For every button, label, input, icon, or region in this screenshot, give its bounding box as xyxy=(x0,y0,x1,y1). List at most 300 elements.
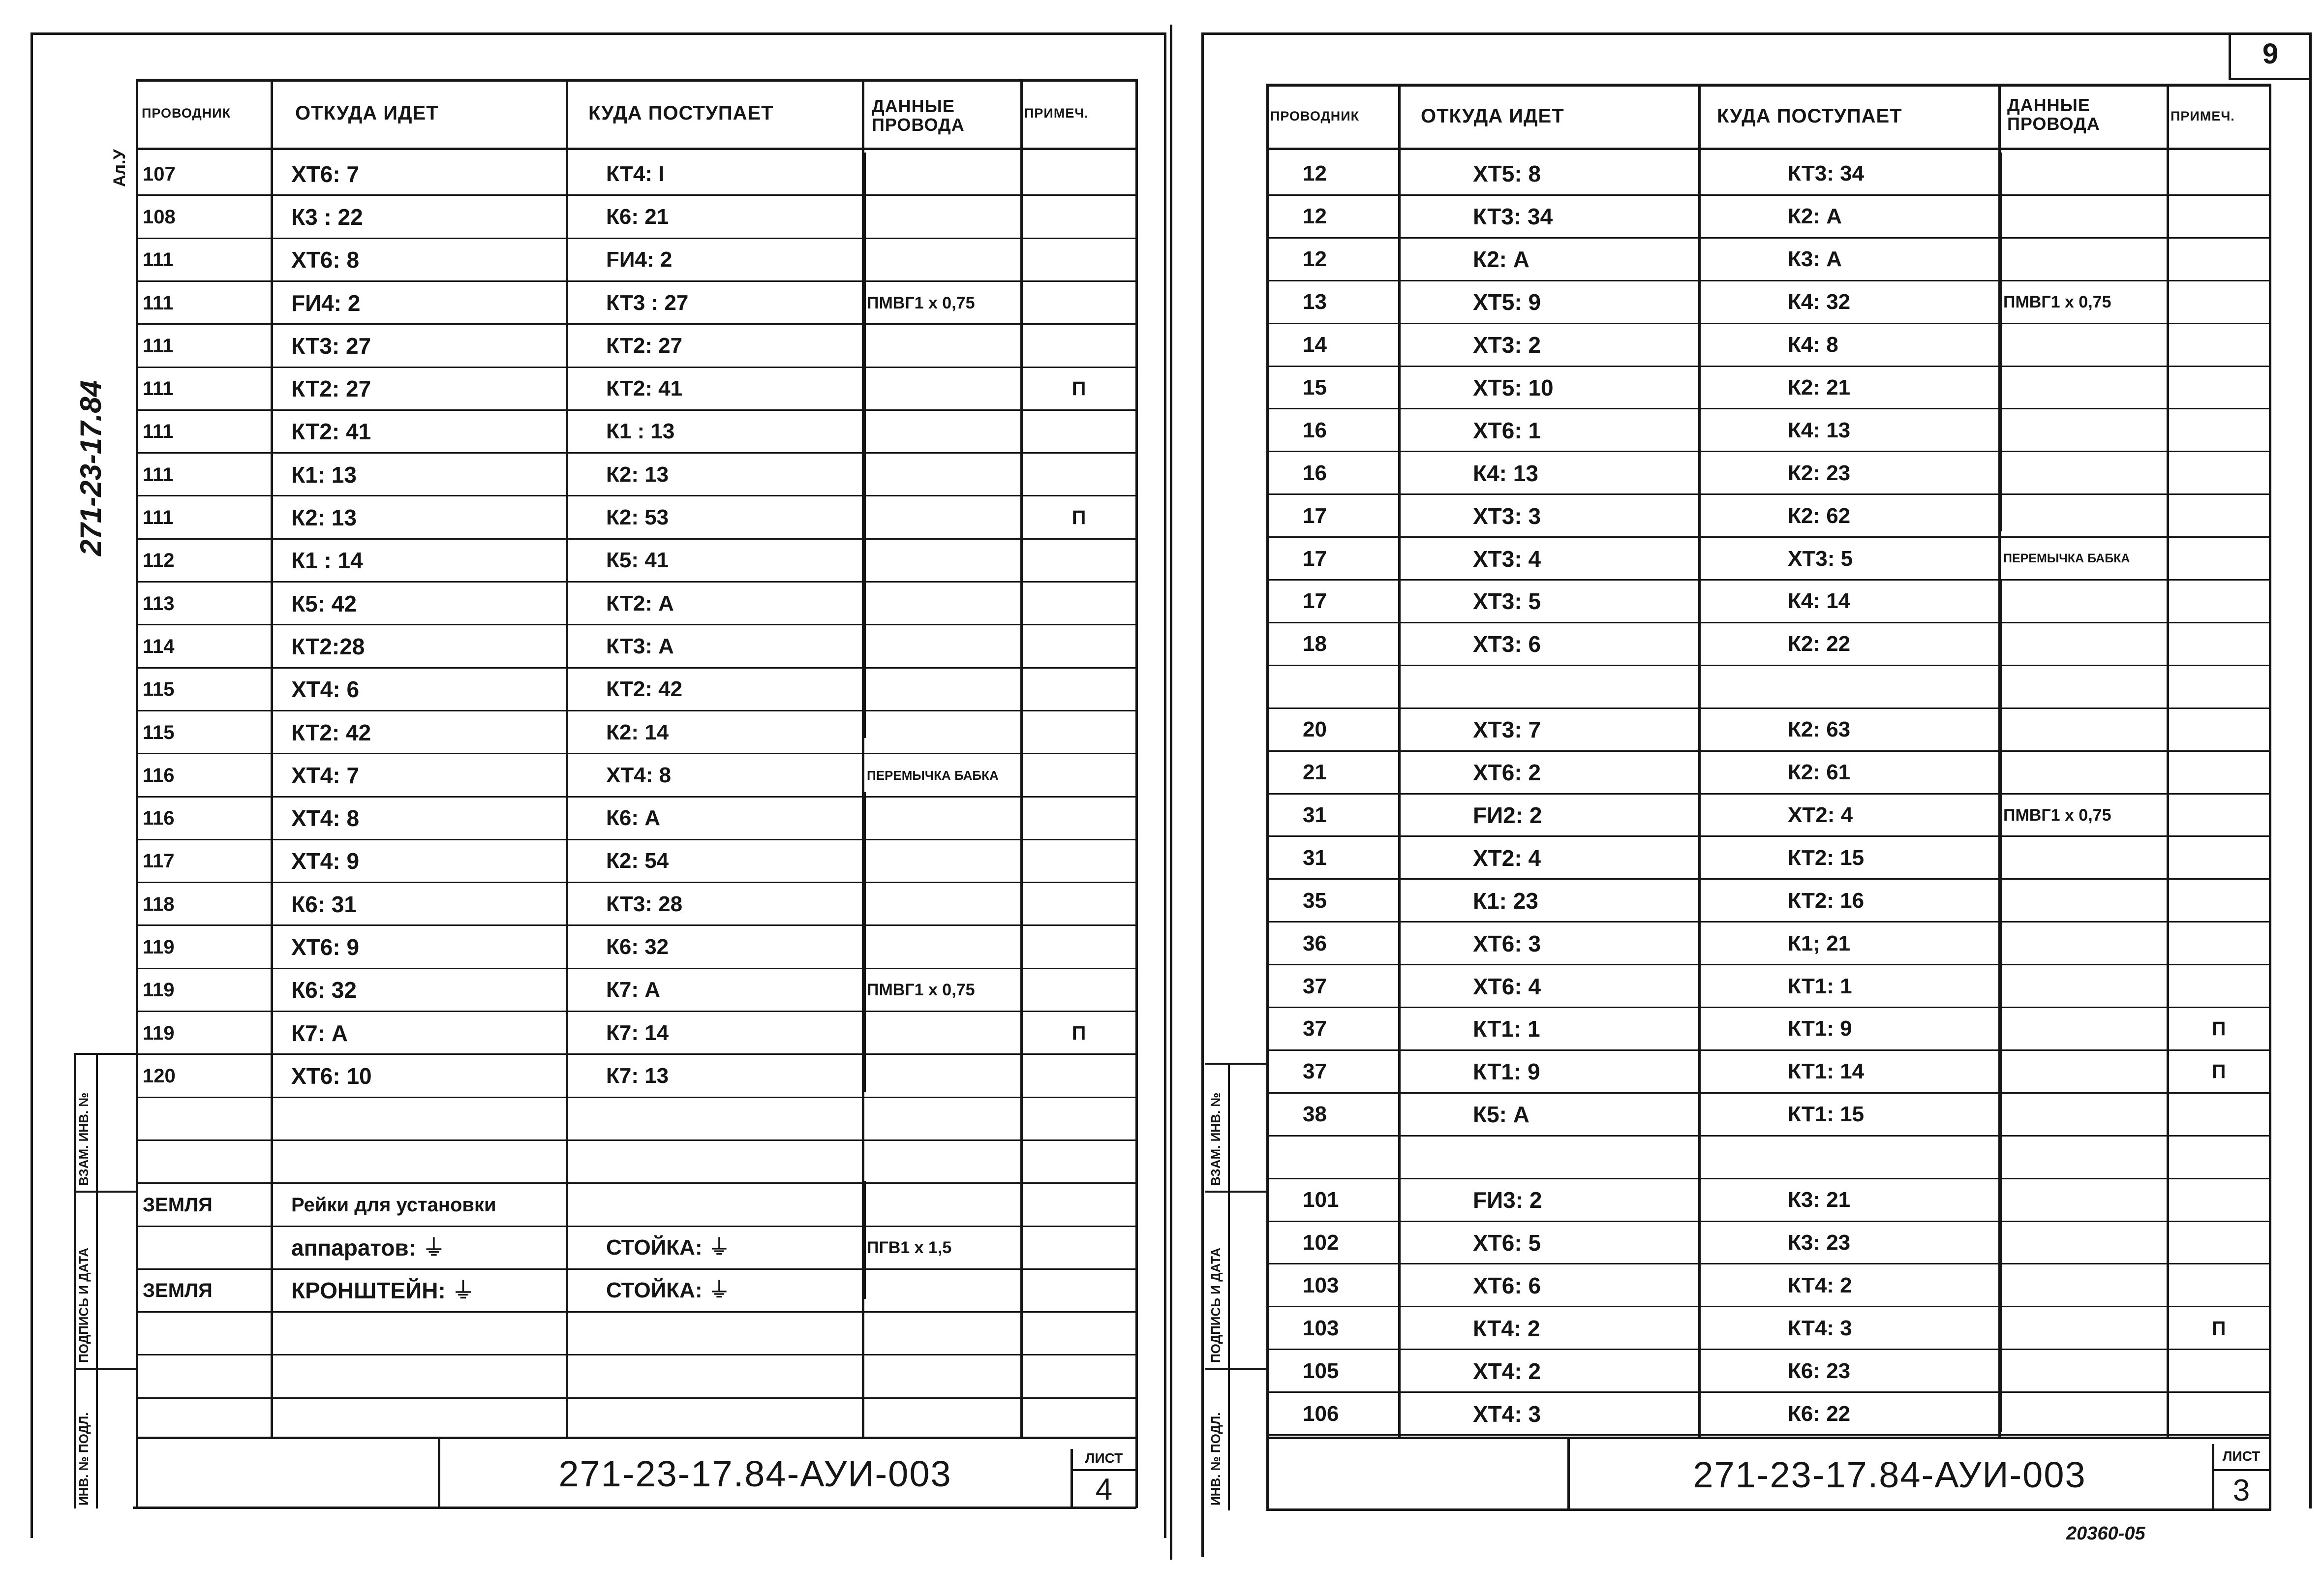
wire-data-cell: ПМВГ1 х 0,75 xyxy=(867,293,975,312)
left-header-wire-data: ДАННЫЕ ПРОВОДА xyxy=(872,96,965,135)
to-cell: FИ4: 2 xyxy=(606,247,673,272)
left-col-line-4 xyxy=(1020,79,1023,1437)
from-cell: К5: А xyxy=(1473,1102,1529,1128)
left-frame-top xyxy=(31,32,1166,35)
conductor-cell: 115 xyxy=(143,721,175,743)
note-cell xyxy=(1024,239,1133,281)
to-cell: СТОЙКА: ⏚ xyxy=(606,1235,730,1260)
right-brace-1 xyxy=(2000,153,2002,531)
from-cell: ХТ3: 7 xyxy=(1473,717,1541,743)
conductor-cell: 38 xyxy=(1303,1102,1327,1127)
conductor-cell: 20 xyxy=(1303,717,1327,742)
sheet-separator xyxy=(1170,25,1172,1560)
wire-data-cell xyxy=(2003,452,2165,494)
to-cell: К2: 14 xyxy=(606,720,669,744)
from-cell: ХТ4: 7 xyxy=(291,762,360,788)
note-cell: П xyxy=(1071,1022,1086,1044)
note-cell: П xyxy=(1071,507,1086,529)
right-brace-2 xyxy=(2000,581,2002,1432)
note-cell xyxy=(1024,625,1133,668)
wire-data-cell: ПЕРЕМЫЧКА БАБКА xyxy=(867,768,999,783)
note-cell: П xyxy=(2211,1018,2226,1040)
wire-data-cell xyxy=(2003,922,2165,965)
conductor-cell: 21 xyxy=(1303,760,1327,785)
note-cell: П xyxy=(2211,1317,2226,1339)
from-cell: ХТ6: 2 xyxy=(1473,760,1541,786)
note-cell: П xyxy=(1071,378,1086,400)
note-cell xyxy=(2171,238,2267,281)
from-cell xyxy=(291,1355,564,1398)
conductor-cell: 18 xyxy=(1303,632,1327,656)
conductor-cell xyxy=(143,1098,269,1140)
to-cell: К1; 21 xyxy=(1788,931,1851,955)
right-col-line-2 xyxy=(1698,84,1701,1437)
from-cell xyxy=(1473,666,1696,708)
note-cell xyxy=(1024,539,1133,582)
conductor-cell: 35 xyxy=(1303,888,1327,913)
left-col-line-5 xyxy=(1135,79,1138,1508)
right-col-line-1 xyxy=(1398,84,1401,1437)
conductor-cell: 102 xyxy=(1303,1230,1339,1255)
to-cell xyxy=(606,1355,860,1398)
to-cell: К7: 14 xyxy=(606,1020,669,1045)
from-cell: ХТ3: 3 xyxy=(1473,503,1541,529)
right-col-line-5 xyxy=(2269,84,2271,1510)
note-cell xyxy=(1024,1227,1133,1269)
to-cell: К7: А xyxy=(606,978,660,1002)
to-cell xyxy=(606,1140,860,1183)
right-page-box-left xyxy=(2229,32,2231,80)
to-cell: К3: 23 xyxy=(1788,1230,1851,1255)
wire-data-cell xyxy=(867,539,1018,582)
to-cell: КТ2: 41 xyxy=(606,376,683,401)
conductor-cell xyxy=(143,1355,269,1398)
right-frame-right xyxy=(2309,32,2312,1508)
from-cell: ХТ6: 4 xyxy=(1473,973,1541,999)
left-strip-field-2: ПОДПИСЬ И ДАТА xyxy=(76,1247,91,1363)
to-cell: К2: 23 xyxy=(1788,461,1851,485)
to-cell: К2: 13 xyxy=(606,462,669,487)
left-strip-top xyxy=(74,1053,138,1055)
conductor-cell: 106 xyxy=(1303,1401,1339,1426)
from-cell: ХТ4: 6 xyxy=(291,677,360,703)
wire-data-cell xyxy=(2003,153,2165,195)
wire-data-cell xyxy=(867,582,1018,625)
note-cell xyxy=(2171,879,2267,922)
wire-data-cell xyxy=(867,1012,1018,1054)
note-cell xyxy=(2171,367,2267,409)
wire-data-cell xyxy=(867,925,1018,968)
wire-data-cell xyxy=(2003,1093,2165,1136)
right-frame-bottom xyxy=(1266,1508,2271,1511)
wire-data-cell xyxy=(867,1355,1018,1398)
wire-data-cell xyxy=(2003,1264,2165,1307)
conductor-cell: 107 xyxy=(143,163,176,185)
conductor-cell xyxy=(143,1312,269,1355)
note-cell xyxy=(2171,153,2267,195)
to-cell: К2: 21 xyxy=(1788,375,1851,400)
from-cell: ХТ4: 8 xyxy=(291,805,360,831)
left-brace-2 xyxy=(864,792,866,1092)
to-cell: КТ2: 16 xyxy=(1788,888,1865,913)
conductor-cell: 12 xyxy=(1303,161,1327,186)
from-cell: ХТ6: 10 xyxy=(291,1063,372,1089)
to-cell: К6: 22 xyxy=(1788,1401,1851,1426)
wire-data-cell xyxy=(2003,238,2165,281)
to-cell: КТ2: 42 xyxy=(606,677,683,702)
to-cell: К6: 23 xyxy=(1788,1358,1851,1383)
note-cell xyxy=(1024,969,1133,1012)
to-cell: К2: 53 xyxy=(606,505,669,530)
note-cell xyxy=(1024,754,1133,797)
conductor-cell: ЗЕМЛЯ xyxy=(143,1280,213,1302)
wire-data-cell: ПМВГ1 х 0,75 xyxy=(2003,805,2111,825)
note-cell xyxy=(2171,794,2267,837)
wire-data-cell xyxy=(2003,1050,2165,1093)
left-corner-code: Ал.У xyxy=(110,149,129,187)
conductor-cell: 15 xyxy=(1303,375,1327,400)
left-strip-div-2 xyxy=(74,1368,138,1370)
wire-data-cell xyxy=(867,1183,1018,1226)
from-cell xyxy=(291,1098,564,1140)
right-strip-div-2 xyxy=(1205,1368,1269,1370)
right-strip-div-1 xyxy=(1205,1191,1269,1193)
to-cell: К3: А xyxy=(1788,247,1842,272)
left-table-top xyxy=(136,79,1137,82)
conductor-cell: 113 xyxy=(143,592,175,615)
wire-data-cell xyxy=(867,496,1018,539)
wire-data-cell xyxy=(867,410,1018,453)
from-cell: FИ2: 2 xyxy=(1473,802,1542,828)
from-cell: К2: 13 xyxy=(291,505,357,531)
to-cell: К4: 8 xyxy=(1788,333,1838,357)
from-cell: КТ1: 9 xyxy=(1473,1059,1540,1085)
right-title-rule xyxy=(1266,1437,2271,1439)
conductor-cell xyxy=(143,1227,269,1269)
note-cell xyxy=(2171,965,2267,1008)
to-cell: К4: 14 xyxy=(1788,589,1851,614)
conductor-cell: ЗЕМЛЯ xyxy=(143,1194,213,1216)
note-cell xyxy=(1024,883,1133,925)
note-cell xyxy=(1024,925,1133,968)
right-strip-field-2: ПОДПИСЬ И ДАТА xyxy=(1208,1247,1223,1363)
to-cell: К2: 62 xyxy=(1788,503,1851,528)
conductor-cell: 37 xyxy=(1303,1016,1327,1041)
to-cell: КТ1: 14 xyxy=(1788,1059,1865,1084)
note-cell xyxy=(2171,751,2267,794)
note-cell xyxy=(2171,452,2267,494)
note-cell xyxy=(1024,582,1133,625)
wire-data-cell xyxy=(2003,195,2165,238)
from-cell: ХТ2: 4 xyxy=(1473,845,1541,871)
left-frame-left xyxy=(31,32,33,1538)
conductor-cell: 31 xyxy=(1303,845,1327,870)
conductor-cell: 115 xyxy=(143,678,175,701)
conductor-cell: 17 xyxy=(1303,546,1327,571)
note-cell xyxy=(1024,153,1133,195)
wire-data-cell xyxy=(2003,324,2165,367)
to-cell: КТ4: 2 xyxy=(1788,1273,1852,1297)
from-cell: ХТ6: 5 xyxy=(1473,1230,1541,1256)
to-cell: КТ4: I xyxy=(606,161,665,186)
conductor-cell: 105 xyxy=(1303,1358,1339,1383)
wire-data-cell xyxy=(2003,580,2165,623)
from-cell: ХТ5: 10 xyxy=(1473,374,1554,400)
right-title-code: 271-23-17.84-АУИ-003 xyxy=(1693,1454,2086,1495)
from-cell: К2: А xyxy=(1473,246,1529,273)
note-cell xyxy=(2171,537,2267,580)
note-cell xyxy=(2171,1392,2267,1435)
from-cell: КТ3: 34 xyxy=(1473,204,1553,230)
wire-data-cell xyxy=(867,153,1018,195)
note-cell xyxy=(1024,410,1133,453)
wire-data-cell xyxy=(867,1054,1018,1097)
note-cell xyxy=(2171,922,2267,965)
conductor-cell: 111 xyxy=(143,421,174,443)
to-cell: ХТ2: 4 xyxy=(1788,802,1853,827)
note-cell xyxy=(1024,668,1133,711)
conductor-cell: 17 xyxy=(1303,503,1327,528)
right-frame-left xyxy=(1201,32,1204,1557)
note-cell xyxy=(1024,711,1133,754)
note-cell xyxy=(1024,1054,1133,1097)
from-cell xyxy=(1473,1136,1696,1179)
from-cell: аппаратов: ⏚ xyxy=(291,1235,445,1261)
left-side-code: 271-23-17.84 xyxy=(74,380,107,556)
to-cell: КТ3: 28 xyxy=(606,892,683,916)
note-cell xyxy=(2171,580,2267,623)
from-cell: К7: А xyxy=(291,1020,348,1046)
conductor-cell: 119 xyxy=(143,936,175,958)
conductor-cell: 101 xyxy=(1303,1188,1339,1212)
conductor-cell: 16 xyxy=(1303,461,1327,485)
note-cell xyxy=(1024,1183,1133,1226)
wire-data-cell xyxy=(2003,1392,2165,1435)
from-cell: ХТ4: 9 xyxy=(291,848,360,874)
left-strip-line-a xyxy=(74,1053,76,1508)
conductor-cell: 16 xyxy=(1303,418,1327,442)
conductor-cell xyxy=(1303,666,1396,708)
to-cell: СТОЙКА: ⏚ xyxy=(606,1278,730,1303)
conductor-cell: 120 xyxy=(143,1065,176,1087)
right-col-line-0 xyxy=(1266,84,1269,1510)
right-frame-top xyxy=(1201,32,2311,35)
note-cell xyxy=(1024,1312,1133,1355)
left-strip-field-1: ИНВ. № ПОДЛ. xyxy=(76,1412,91,1506)
from-cell: К6: 32 xyxy=(291,977,357,1003)
right-header-notes: ПРИМЕЧ. xyxy=(2171,108,2235,123)
from-cell: ХТ4: 2 xyxy=(1473,1358,1541,1384)
wire-data-cell xyxy=(867,840,1018,883)
conductor-cell: 119 xyxy=(143,1022,175,1044)
left-title-rule xyxy=(136,1437,1137,1439)
to-cell: К6: А xyxy=(606,806,660,831)
from-cell: КТ4: 2 xyxy=(1473,1315,1540,1341)
left-brace-1 xyxy=(864,153,866,738)
from-cell: К5: 42 xyxy=(291,590,357,616)
conductor-cell xyxy=(1303,1136,1396,1179)
conductor-cell: 108 xyxy=(143,206,176,228)
wire-data-cell xyxy=(2003,666,2165,708)
conductor-cell: 12 xyxy=(1303,247,1327,272)
from-cell: КТ2: 42 xyxy=(291,719,371,745)
note-cell xyxy=(2171,1136,2267,1179)
left-sheet-box-rule xyxy=(1070,1469,1136,1471)
to-cell xyxy=(1788,666,1996,708)
to-cell: К6: 21 xyxy=(606,204,669,229)
conductor-cell: 37 xyxy=(1303,1059,1327,1084)
to-cell: КТ3: 34 xyxy=(1788,161,1865,186)
wire-data-cell xyxy=(867,1269,1018,1312)
conductor-cell: 117 xyxy=(143,850,175,872)
from-cell: К1 : 14 xyxy=(291,548,363,574)
conductor-cell: 111 xyxy=(143,292,174,314)
note-cell xyxy=(2171,1179,2267,1222)
note-cell xyxy=(2171,1222,2267,1264)
wire-data-cell xyxy=(2003,494,2165,537)
from-cell xyxy=(291,1140,564,1183)
to-cell xyxy=(1788,1136,1996,1179)
right-header-conductor: ПРОВОДНИК xyxy=(1270,108,1360,123)
left-sheet-number: 4 xyxy=(1095,1473,1113,1507)
wire-data-cell xyxy=(2003,751,2165,794)
wire-data-cell xyxy=(867,797,1018,840)
wire-data-cell xyxy=(2003,409,2165,452)
wire-data-cell xyxy=(2003,708,2165,751)
note-cell: П xyxy=(2211,1061,2226,1083)
conductor-cell: 14 xyxy=(1303,333,1327,357)
to-cell: КТ3 : 27 xyxy=(606,290,689,315)
left-col-line-2 xyxy=(566,79,568,1437)
left-title-code: 271-23-17.84-АУИ-003 xyxy=(558,1453,952,1494)
conductor-cell: 114 xyxy=(143,635,175,657)
from-cell: К1: 13 xyxy=(291,461,357,488)
to-cell: К7: 13 xyxy=(606,1063,669,1088)
to-cell: К2: А xyxy=(1788,204,1842,229)
from-cell xyxy=(291,1312,564,1355)
right-header-wire-data: ДАННЫЕ ПРОВОДА xyxy=(2007,95,2100,134)
left-header-notes: ПРИМЕЧ. xyxy=(1024,105,1089,121)
conductor-cell: 37 xyxy=(1303,974,1327,998)
right-sheet-label: ЛИСТ xyxy=(2222,1448,2261,1464)
note-cell xyxy=(2171,708,2267,751)
conductor-cell: 111 xyxy=(143,507,174,529)
from-cell: ХТ6: 1 xyxy=(1473,417,1541,443)
from-cell: КРОНШТЕЙН: ⏚ xyxy=(291,1278,475,1304)
page-number: 9 xyxy=(2262,38,2279,70)
wire-data-cell xyxy=(867,324,1018,367)
wire-data-cell xyxy=(2003,965,2165,1008)
note-cell xyxy=(2171,324,2267,367)
left-strip-line-b xyxy=(96,1053,98,1508)
wire-data-cell: ПЕРЕМЫЧКА БАБКА xyxy=(2003,552,2130,566)
left-strip-field-3: ВЗАМ. ИНВ. № xyxy=(76,1092,91,1186)
to-cell: К2: 61 xyxy=(1788,760,1851,785)
wire-data-cell xyxy=(2003,1179,2165,1222)
right-strip-line xyxy=(1228,1063,1230,1510)
right-header-to: КУДА ПОСТУПАЕТ xyxy=(1717,105,1902,127)
conductor-cell: 111 xyxy=(143,463,174,486)
conductor-cell: 116 xyxy=(143,807,175,830)
note-cell xyxy=(1024,1355,1133,1398)
right-page-box-bottom xyxy=(2229,78,2311,80)
from-cell: ХТ3: 6 xyxy=(1473,631,1541,657)
note-cell xyxy=(1024,453,1133,496)
from-cell: FИ3: 2 xyxy=(1473,1187,1542,1213)
note-cell xyxy=(2171,623,2267,666)
conductor-cell: 103 xyxy=(1303,1273,1339,1297)
note-cell xyxy=(1024,1098,1133,1140)
wire-data-cell xyxy=(2003,367,2165,409)
conductor-cell: 13 xyxy=(1303,290,1327,314)
from-cell: К3 : 22 xyxy=(291,204,363,230)
conductor-cell: 118 xyxy=(143,893,175,915)
left-col-line-0 xyxy=(136,79,138,1508)
conductor-cell: 111 xyxy=(143,378,174,400)
left-header-from: ОТКУДА ИДЕТ xyxy=(295,102,439,124)
to-cell xyxy=(606,1098,860,1140)
note-cell xyxy=(2171,1093,2267,1136)
note-cell xyxy=(2171,1264,2267,1307)
from-cell: КТ2: 41 xyxy=(291,419,371,445)
wire-data-cell xyxy=(2003,623,2165,666)
wire-data-cell xyxy=(867,195,1018,238)
from-cell: Рейки для установки xyxy=(291,1194,496,1216)
from-cell: ХТ3: 4 xyxy=(1473,546,1541,572)
to-cell: КТ4: 3 xyxy=(1788,1316,1852,1340)
to-cell: КТ2: 15 xyxy=(1788,845,1865,870)
note-cell xyxy=(1024,797,1133,840)
conductor-cell: 36 xyxy=(1303,931,1327,955)
to-cell: КТ3: А xyxy=(606,634,674,658)
to-cell: ХТ4: 8 xyxy=(606,763,672,787)
wire-data-cell xyxy=(2003,836,2165,879)
wire-data-cell xyxy=(2003,1136,2165,1179)
wire-data-cell xyxy=(2003,1222,2165,1264)
left-brace-3 xyxy=(864,1181,866,1299)
from-cell: К1: 23 xyxy=(1473,888,1538,914)
wire-data-cell: ПМВГ1 х 0,75 xyxy=(867,981,975,1000)
to-cell: К6: 32 xyxy=(606,935,669,959)
right-col-line-4 xyxy=(2167,84,2169,1437)
wire-data-cell xyxy=(867,453,1018,496)
to-cell: К2: 22 xyxy=(1788,632,1851,656)
wire-data-cell xyxy=(2003,1350,2165,1392)
wire-data-cell xyxy=(867,711,1018,754)
conductor-cell xyxy=(143,1140,269,1183)
from-cell: КТ2:28 xyxy=(291,633,365,659)
note-cell xyxy=(2171,836,2267,879)
right-strip-field-1: ИНВ. № ПОДЛ. xyxy=(1208,1412,1223,1506)
wire-data-cell xyxy=(867,883,1018,925)
wire-data-cell: ПМВГ1 х 0,75 xyxy=(2003,293,2111,312)
left-header-conductor: ПРОВОДНИК xyxy=(142,105,231,121)
to-cell: КТ2: А xyxy=(606,591,674,615)
left-frame-right xyxy=(1164,32,1166,1538)
right-strip-top xyxy=(1205,1063,1269,1065)
left-sheet-box-left xyxy=(1070,1449,1073,1508)
left-col-line-1 xyxy=(271,79,273,1437)
wire-data-cell xyxy=(867,1098,1018,1140)
to-cell: К4: 32 xyxy=(1788,290,1851,314)
to-cell: К4: 13 xyxy=(1788,418,1851,442)
note-cell xyxy=(1024,324,1133,367)
to-cell: К5: 41 xyxy=(606,548,669,573)
wire-data-cell xyxy=(867,668,1018,711)
note-cell xyxy=(1024,840,1133,883)
from-cell: КТ1: 1 xyxy=(1473,1016,1540,1042)
right-header-from: ОТКУДА ИДЕТ xyxy=(1421,105,1564,127)
